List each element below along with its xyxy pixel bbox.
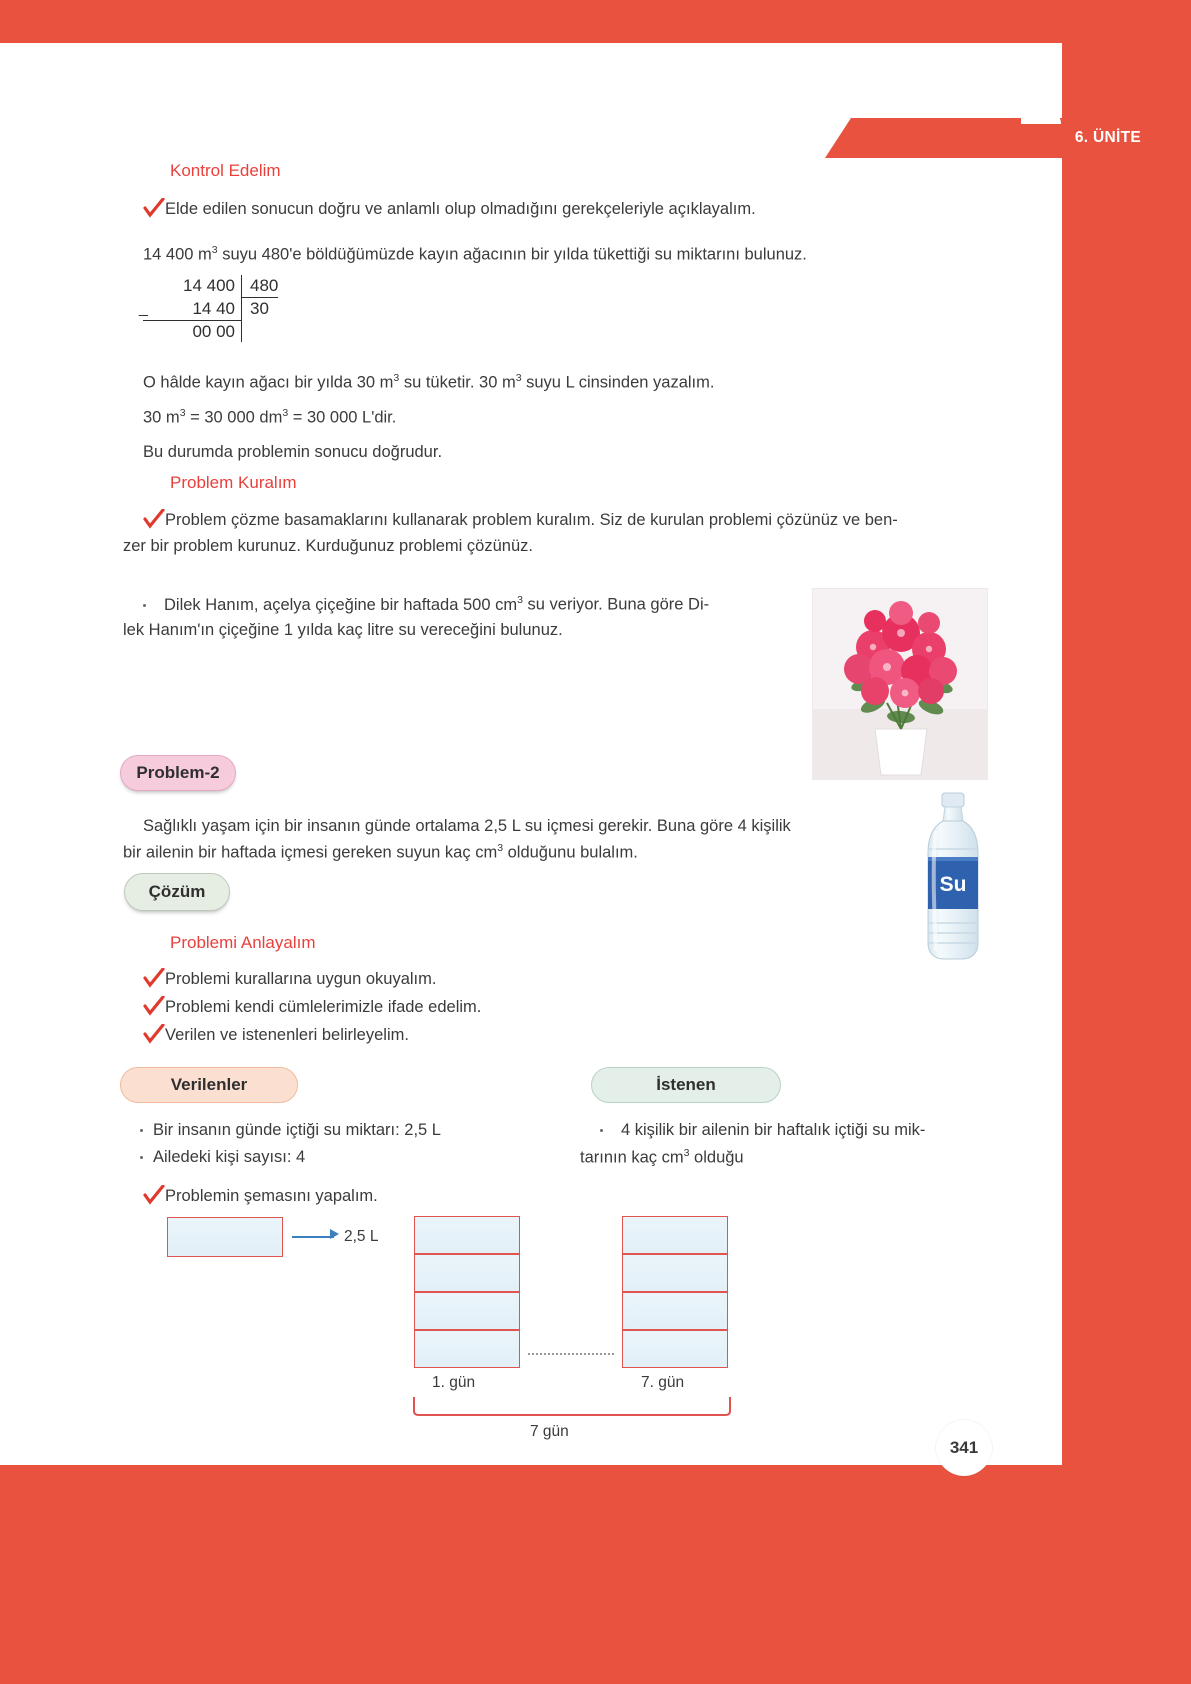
istenen-pill	[591, 1067, 781, 1103]
division-minus-sign: _	[139, 300, 148, 317]
ad2-sup2: 3	[282, 407, 289, 419]
schema-brace	[412, 1395, 732, 1422]
flower-photo	[812, 588, 988, 780]
page-number: 341	[936, 1420, 992, 1476]
verilenler-item-2	[140, 1146, 305, 1169]
kontrol-explain-sup: 3	[211, 244, 218, 256]
division-row-3	[143, 320, 278, 343]
ad1-b: su tüketir. 30 m	[399, 373, 516, 392]
checkmark-icon	[143, 1024, 165, 1044]
schema-stack1-box-2	[414, 1254, 520, 1292]
schema-dotted-connector	[528, 1353, 614, 1355]
cozum-check-1	[143, 968, 436, 991]
schema-stack2-box-3	[622, 1292, 728, 1330]
water-bottle-image	[916, 791, 990, 963]
pk-example-line1	[143, 593, 823, 617]
division-dividend: 14 400	[183, 276, 235, 295]
division-row-2	[143, 298, 278, 320]
p2-a: bir ailenin bir haftada içmesi gereken suyun kaç cm	[123, 843, 498, 862]
problem-kuralim-check-item	[143, 509, 1023, 532]
cozum-label: Çözüm	[148, 882, 206, 901]
heading-problem-kuralim: Problem Kuralım	[170, 473, 297, 492]
schema-stack1-box-3	[414, 1292, 520, 1330]
schema-stack2-label: 7. gün	[641, 1374, 685, 1391]
problem-2-line1: Sağlıklı yaşam için bir insanın günde ortalama 2,5 L su içmesi gerekir. Buna göre 4 kişilik	[143, 817, 791, 835]
page-content	[0, 43, 1062, 1440]
division-remainder: 00 00	[143, 320, 241, 343]
cozum-pill	[124, 873, 230, 911]
schema-brace-label: 7 gün	[530, 1423, 569, 1440]
schema-check-text: Problemin şemasını yapalım.	[165, 1187, 378, 1205]
bullet-icon	[143, 604, 146, 607]
division-vertical-bar-3	[241, 320, 242, 343]
pk-ex-sup: 3	[517, 594, 523, 606]
ad1-a: O hâlde kayın ağacı bir yılda 30 m	[143, 373, 394, 392]
ad2-b: = 30 000 dm	[185, 408, 283, 427]
long-division	[139, 275, 279, 342]
kontrol-check-item	[143, 198, 1023, 221]
verilenler-item-1-text: Bir insanın günde içtiği su miktarı: 2,5 L	[153, 1121, 441, 1139]
ad1-sup2: 3	[515, 372, 522, 384]
cozum-check-2-text: Problemi kendi cümlelerimizle ifade edelim.	[165, 998, 482, 1016]
schema-stack2-box-2	[622, 1254, 728, 1292]
bullet-icon	[600, 1129, 603, 1132]
division-quotient: 30	[250, 298, 269, 318]
ist-b: olduğu	[689, 1148, 744, 1167]
after-division-line-3: Bu durumda problemin sonucu doğrudur.	[143, 443, 443, 461]
checkmark-icon	[143, 198, 165, 218]
division-divisor: 480	[242, 275, 278, 298]
istenen-line1-text: 4 kişilik bir ailenin bir haftalık içtiği su mik-	[621, 1121, 926, 1139]
kontrol-explain-line	[143, 243, 1043, 267]
problem-2-label: Problem-2	[136, 763, 220, 782]
heading-problemi-anlayalim: Problemi Anlayalım	[170, 933, 316, 952]
bullet-icon	[140, 1156, 143, 1159]
division-subtrahend: 14 40	[192, 298, 235, 318]
p2-sup: 3	[497, 842, 504, 854]
pk-example-line2: lek Hanım'ın çiçeğine 1 yılda kaç litre su vereceğini bulunuz.	[123, 621, 563, 639]
ad2-sup1: 3	[179, 407, 186, 419]
schema-stack1-label: 1. gün	[432, 1374, 476, 1391]
schema-stack1-box-4	[414, 1330, 520, 1368]
ad1-sup1: 3	[393, 372, 400, 384]
unit-tab-label: 6. ÜNİTE	[1074, 129, 1141, 146]
ist-sup: 3	[683, 1147, 690, 1159]
after-division-line-2	[143, 406, 1043, 430]
bullet-icon	[140, 1129, 143, 1132]
problem-2-pill	[120, 755, 236, 791]
checkmark-icon	[143, 968, 165, 988]
division-row-1	[143, 275, 278, 298]
kontrol-explain-a: 14 400 m	[143, 245, 212, 264]
schema-arrow-head	[330, 1229, 339, 1239]
schema-stack2-box-4	[622, 1330, 728, 1368]
pk-text-line2: zer bir problem kurunuz. Kurduğunuz problemi çözünüz.	[123, 537, 533, 555]
cozum-check-2	[143, 996, 481, 1019]
schema-unit-box	[167, 1217, 283, 1257]
ad1-c: suyu L cinsinden yazalım.	[521, 373, 715, 392]
after-division-line-1	[143, 371, 1043, 395]
cozum-check-3	[143, 1024, 409, 1047]
kontrol-explain-b: suyu 480'e böldüğümüzde kayın ağacının bir yılda tükettiği su miktarını bulunuz.	[217, 245, 807, 264]
schema-stack1-box-1	[414, 1216, 520, 1254]
verilenler-pill	[120, 1067, 298, 1103]
ist-a: tarının kaç cm	[580, 1148, 684, 1167]
heading-kontrol-edelim: Kontrol Edelim	[170, 161, 281, 180]
svg-text:Su: Su	[939, 873, 967, 896]
problem-2-line2	[123, 841, 903, 865]
istenen-item-line1	[600, 1119, 1020, 1142]
schema-stack2-box-1	[622, 1216, 728, 1254]
verilenler-item-1	[140, 1119, 441, 1142]
checkmark-icon	[143, 996, 165, 1016]
checkmark-icon	[143, 1185, 165, 1205]
verilenler-item-2-text: Ailedeki kişi sayısı: 4	[153, 1148, 306, 1166]
checkmark-icon	[143, 509, 165, 529]
cozum-check-3-text: Verilen ve istenenleri belirleyelim.	[165, 1026, 409, 1044]
cozum-check-1-text: Problemi kurallarına uygun okuyalım.	[165, 970, 437, 988]
p2-b: olduğunu bulalım.	[503, 843, 638, 862]
pk-ex-a: Dilek Hanım, açelya çiçeğine bir haftada 500 cm	[164, 595, 518, 614]
kontrol-check-text: Elde edilen sonucun doğru ve anlamlı olup olmadığını gerekçeleriyle açıklayalım.	[165, 200, 756, 218]
ad2-c: = 30 000 L'dir.	[288, 408, 397, 427]
istenen-item-line2	[580, 1146, 1020, 1170]
istenen-label: İstenen	[656, 1075, 716, 1094]
ad2-a: 30 m	[143, 408, 180, 427]
verilenler-label: Verilenler	[170, 1075, 248, 1094]
schema-unit-value: 2,5 L	[344, 1228, 379, 1245]
schema-check-item	[143, 1185, 378, 1208]
pk-text-line1: Problem çözme basamaklarını kullanarak problem kuralım. Siz de kurulan problemi çözünüz ve ben-	[165, 511, 898, 529]
schema-arrow-line	[292, 1236, 334, 1238]
pk-ex-b: su veriyor. Buna göre Di-	[522, 595, 710, 614]
